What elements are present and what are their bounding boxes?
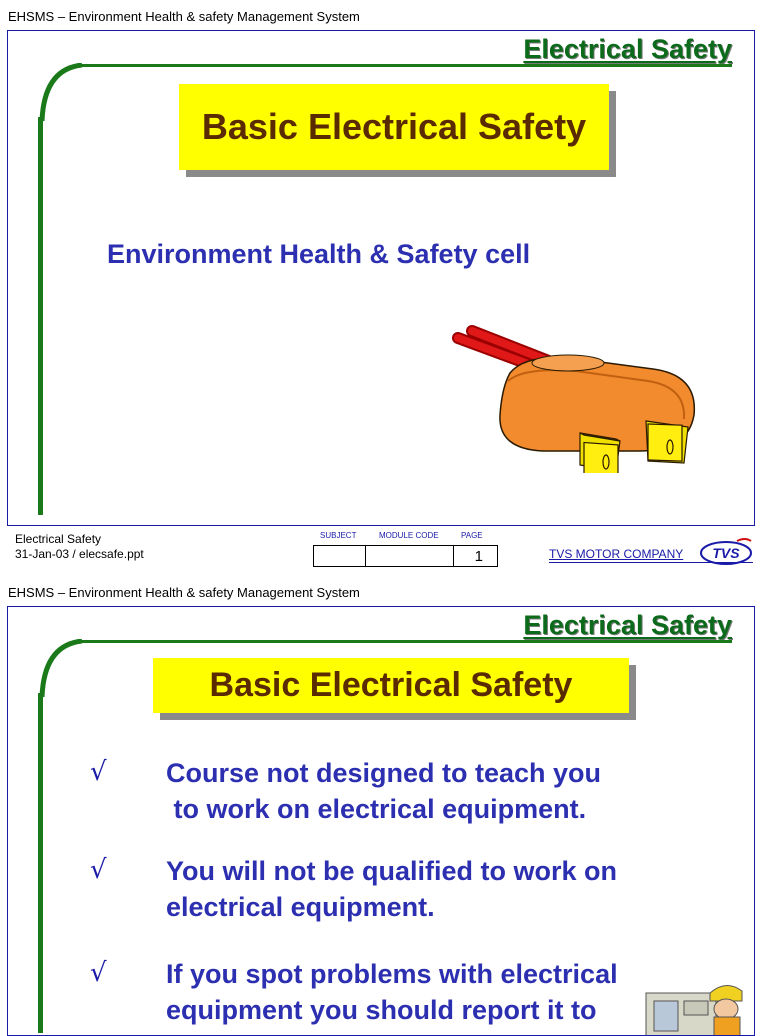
tvs-logo-text: TVS xyxy=(712,545,740,561)
bullet-2-check-icon: √ xyxy=(90,855,107,885)
footer-company-underline xyxy=(549,562,753,563)
slide1-green-top-rule xyxy=(80,64,732,67)
footer-left-text xyxy=(15,532,144,562)
slide1-frame xyxy=(7,30,755,526)
slide2-frame xyxy=(7,606,755,1036)
slide2-section-title: Electrical Safety xyxy=(523,610,732,640)
bullet-1-check-icon: √ xyxy=(90,757,107,787)
bullet-3-check-icon: √ xyxy=(90,958,107,988)
slide1-green-side-rule xyxy=(38,117,43,515)
bullet-1-text: Course not designed to teach you to work on electrical equipment. xyxy=(166,758,602,824)
slide2-green-top-rule xyxy=(80,640,732,643)
footer-line2: 31-Jan-03 / elecsafe.ppt xyxy=(15,547,144,561)
footer-line1: Electrical Safety xyxy=(15,532,102,546)
slide2-title: Basic Electrical Safety xyxy=(209,666,573,704)
slide1-green-curve xyxy=(34,63,86,123)
slide2-title-box xyxy=(153,658,629,713)
slide2-header: EHSMS – Environment Health & safety Management System xyxy=(8,585,360,600)
footer-col-subject: SUBJECT xyxy=(320,531,357,540)
footer-module-cell xyxy=(366,546,454,566)
slide1-header: EHSMS – Environment Health & safety Management System xyxy=(8,9,360,24)
slide-footer xyxy=(7,527,755,579)
footer-col-module: MODULE CODE xyxy=(379,531,439,540)
footer-page-number: 1 xyxy=(474,548,483,565)
slide1-title-box xyxy=(179,84,609,170)
bullet-3-text: If you spot problems with electrical equipment you should report it to xyxy=(166,959,618,1025)
slide2-green-curve xyxy=(34,639,86,699)
footer-col-page: PAGE xyxy=(461,531,483,540)
slide2-green-side-rule xyxy=(38,693,43,1033)
slide1-section-title: Electrical Safety xyxy=(523,34,732,64)
electrician-worker-icon xyxy=(642,979,752,1036)
slide1-subtitle: Environment Health & Safety cell xyxy=(107,239,531,269)
footer-company: TVS MOTOR COMPANY xyxy=(549,547,684,561)
footer-subject-cell xyxy=(314,546,366,566)
electrical-plug-icon xyxy=(448,323,698,473)
slide1-title: Basic Electrical Safety xyxy=(201,106,587,147)
footer-info-table xyxy=(313,545,498,567)
bullet-2-text: You will not be qualified to work on electrical equipment. xyxy=(166,856,617,922)
